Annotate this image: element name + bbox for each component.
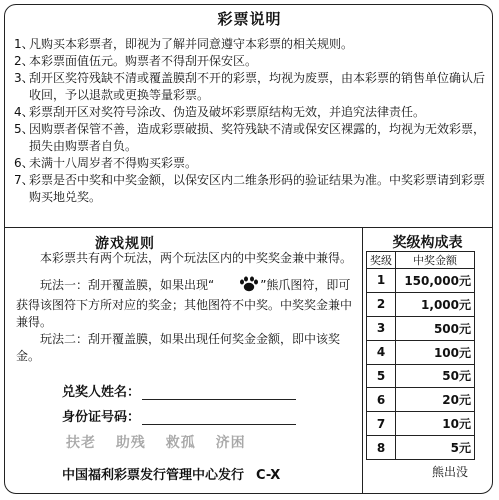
rule-text: 彩票是否中奖和中奖金额，以保安区内二维条形码的验证结果为准。中奖彩票请到彩票购买地兑奖。	[29, 173, 486, 204]
rule-text: 彩票刮开区对奖符号涂改、伪造及破坏彩票原结构无效，并追究法律责任。	[29, 105, 426, 119]
rule-item	[14, 121, 488, 155]
rule-number: 3、	[14, 71, 34, 85]
slogan: 扶老 助残 救孤 济困	[66, 435, 246, 451]
rule-item	[14, 155, 488, 172]
prize-level: 5	[367, 364, 396, 388]
rule-number: 4、	[14, 105, 34, 119]
table-row	[367, 436, 475, 460]
game-intro: 本彩票共有两个玩法，两个玩法区内的中奖奖金兼中兼得。	[40, 251, 353, 265]
header-level: 奖级	[367, 252, 396, 269]
winner-name-line[interactable]	[142, 386, 296, 400]
prize-amount: 20元	[396, 388, 475, 412]
prize-table	[366, 251, 475, 460]
game-play-two: 玩法二：刮开覆盖膜，如果出现任何奖金金额，即中该奖金。	[16, 332, 341, 363]
prize-level: 6	[367, 388, 396, 412]
prize-level: 1	[367, 269, 396, 293]
bear-paw-icon	[215, 276, 259, 297]
id-number-field	[62, 406, 296, 425]
prize-table-header	[367, 252, 475, 269]
rule-text: 本彩票面值伍元。购票者不得刮开保安区。	[29, 54, 258, 68]
prize-amount: 500元	[396, 316, 475, 340]
prize-level: 4	[367, 340, 396, 364]
rule-number: 2、	[14, 54, 34, 68]
prize-amount: 50元	[396, 364, 475, 388]
prize-table-title: 奖级构成表	[392, 235, 463, 251]
rule-item	[14, 53, 488, 70]
issuer-text: 中国福利彩票发行管理中心发行	[62, 468, 245, 483]
rule-text: 刮开区奖符残缺不清或覆盖膜刮不开的彩票，均视为废票，由本彩票的销售单位确认后收回，予以退款或更换等量彩票。	[29, 71, 486, 102]
id-number-line[interactable]	[142, 411, 296, 425]
table-row	[367, 412, 475, 436]
table-row	[367, 316, 475, 340]
table-row	[367, 269, 475, 293]
table-row	[367, 340, 475, 364]
rule-item	[14, 104, 488, 121]
winner-name-label: 兑奖人姓名：	[62, 385, 141, 400]
game-play-one	[16, 276, 358, 331]
prize-amount: 150,000元	[396, 269, 475, 293]
winner-name-field	[62, 381, 296, 400]
prize-amount: 1,000元	[396, 292, 475, 316]
rule-item	[14, 36, 488, 53]
play-one-text-after: ”熊爪图符，即可获得该图符下方所对应的奖金；其他图符不中奖。中奖奖金兼中兼得。	[16, 278, 353, 329]
rules-title: 彩票说明	[217, 10, 282, 28]
prize-amount: 10元	[396, 412, 475, 436]
rule-text: 凡购买本彩票者，即视为了解并同意遵守本彩票的相关规则。	[29, 37, 354, 51]
game-rules-text	[16, 250, 358, 365]
play-one-text-before: 玩法一：刮开覆盖膜，如果出现“	[40, 278, 215, 292]
prize-level: 3	[367, 316, 396, 340]
rule-item	[14, 172, 488, 206]
rule-item	[14, 70, 488, 104]
game-rules-title: 游戏规则	[95, 236, 155, 252]
rule-number: 1、	[14, 37, 34, 51]
table-row	[367, 292, 475, 316]
rules-list	[14, 36, 488, 206]
rule-number: 6、	[14, 156, 34, 170]
theme-name: 熊出没	[432, 465, 469, 479]
prize-level: 7	[367, 412, 396, 436]
rule-text: 未满十八周岁者不得购买彩票。	[29, 156, 198, 170]
header-amount: 中奖金额	[396, 252, 475, 269]
prize-level: 8	[367, 436, 396, 460]
rule-text: 因购票者保管不善，造成彩票破损、奖符残缺不清或保安区裸露的，均视为无效彩票，损失由购票者自负。	[29, 122, 486, 153]
prize-level: 2	[367, 292, 396, 316]
rule-number: 5、	[14, 122, 34, 136]
prize-amount: 5元	[396, 436, 475, 460]
ticket-code: C-X	[256, 468, 281, 483]
table-row	[367, 388, 475, 412]
issuer-line	[62, 464, 280, 483]
id-number-label: 身份证号码：	[62, 410, 141, 425]
vertical-divider	[362, 227, 363, 494]
table-row	[367, 364, 475, 388]
horizontal-divider	[4, 227, 493, 228]
prize-amount: 100元	[396, 340, 475, 364]
rule-number: 7、	[14, 173, 34, 187]
